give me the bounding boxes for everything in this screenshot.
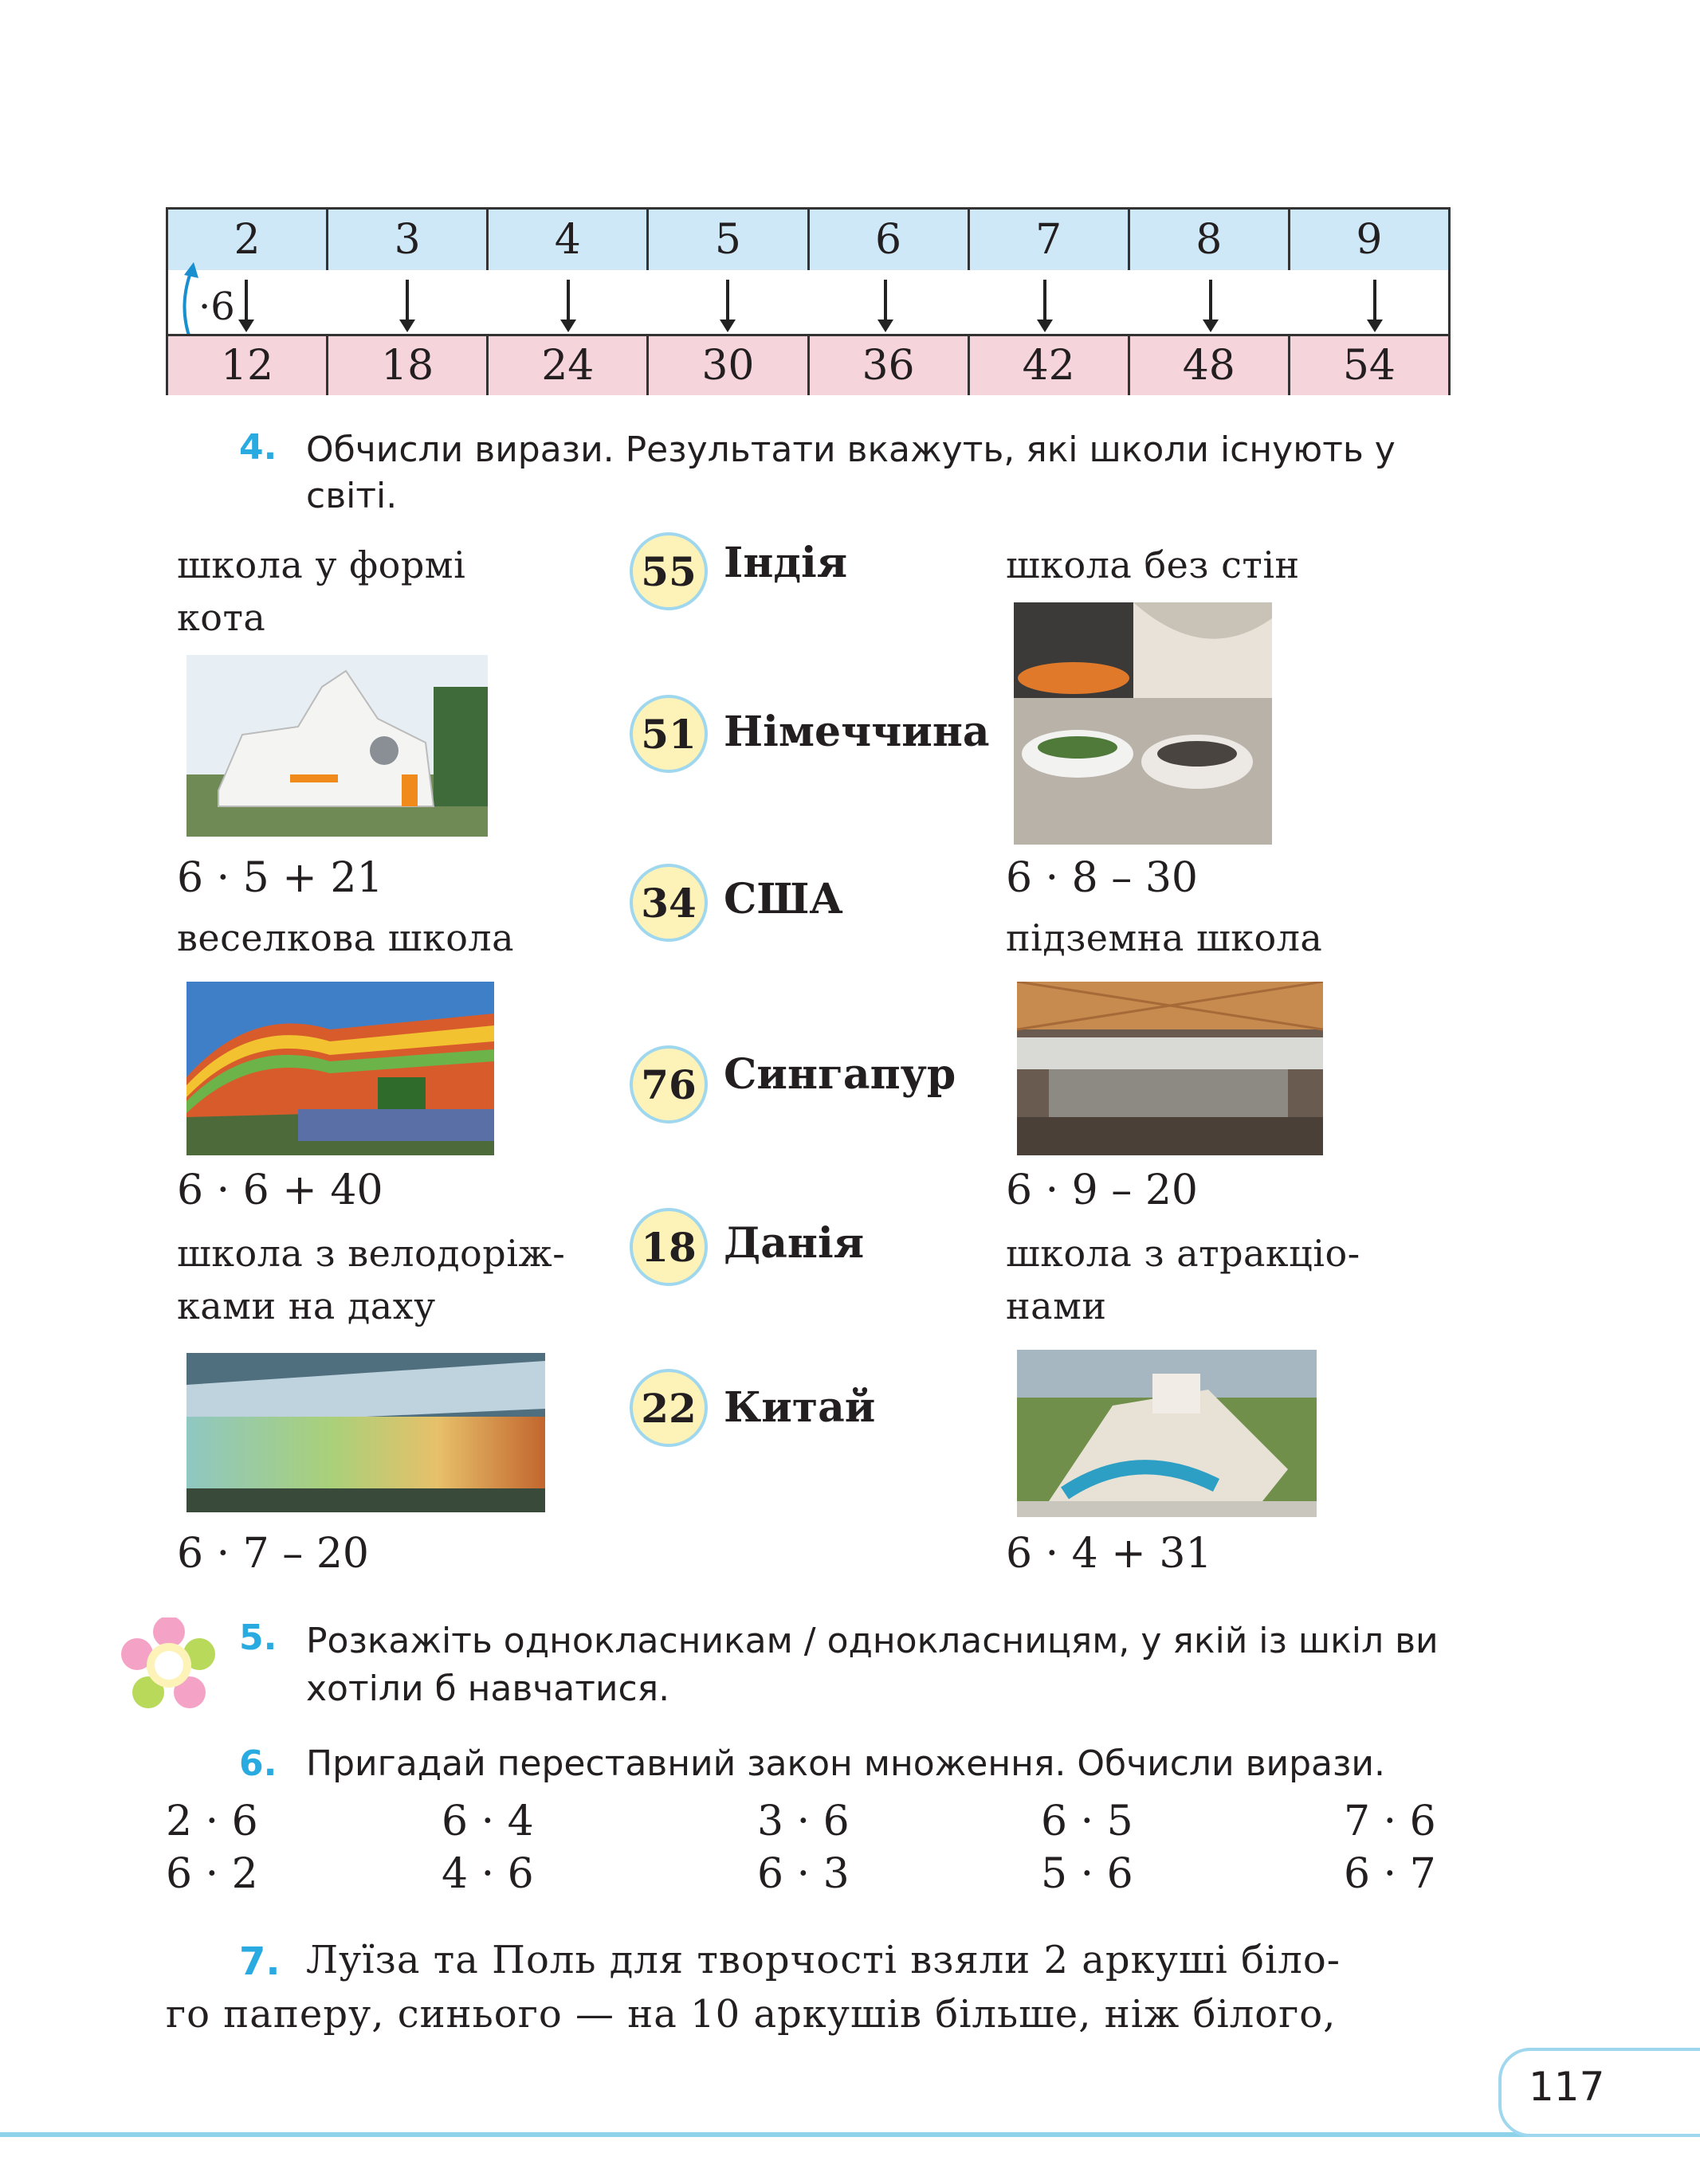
answer-badge: 18 <box>630 1208 708 1286</box>
task-6-expr: 6 · 2 <box>166 1850 258 1898</box>
rainbow-school-photo <box>186 982 494 1155</box>
table-cell: 8 <box>1128 210 1288 270</box>
cat-expression: 6 · 5 + 21 <box>177 854 383 902</box>
page-bottom-line <box>0 2132 1700 2137</box>
answer-badge: 34 <box>630 864 708 942</box>
underground-school-photo <box>1017 982 1323 1155</box>
table-cell: 36 <box>807 336 968 395</box>
down-arrow-icon <box>884 280 887 321</box>
table-arrow-row <box>168 270 1448 334</box>
table-top-row <box>168 210 1448 273</box>
down-arrow-icon <box>567 280 570 321</box>
down-arrow-icon <box>1209 280 1212 321</box>
school-nowalls-label: школа без стін <box>1006 543 1300 586</box>
down-arrow-icon <box>245 280 248 321</box>
bike-school-photo <box>186 1353 545 1512</box>
multiplier-label: ·6 <box>198 284 235 329</box>
task-6-number: 6. <box>239 1743 277 1784</box>
table-cell: 42 <box>968 336 1128 395</box>
table-cell: 5 <box>646 210 807 270</box>
table-bottom-row <box>168 334 1448 395</box>
table-cell: 12 <box>220 342 274 390</box>
nowalls-expression: 6 · 8 – 30 <box>1006 854 1198 902</box>
table-cell: 7 <box>968 210 1128 270</box>
task-6-expr: 6 · 7 <box>1344 1850 1436 1898</box>
task-6-expr: 6 · 4 <box>442 1798 534 1845</box>
multiplication-table <box>166 207 1451 395</box>
task-6-expr: 6 · 3 <box>757 1850 850 1898</box>
table-cell: 4 <box>486 210 646 270</box>
attractions-expression: 6 · 4 + 31 <box>1006 1530 1212 1578</box>
page-number: 117 <box>1529 2064 1605 2110</box>
task-6-expr: 2 · 6 <box>166 1798 258 1845</box>
task-5-number: 5. <box>239 1617 277 1658</box>
table-cell: 2 <box>234 216 261 264</box>
task-7-line2: го паперу, синього — на 10 аркушів більше, ніж білого, <box>166 1992 1337 2037</box>
down-arrow-icon <box>406 280 409 321</box>
table-cell: 18 <box>326 336 486 395</box>
answer-country: Китай <box>724 1383 876 1432</box>
flower-icon <box>120 1617 218 1713</box>
task-4-number: 4. <box>239 427 277 468</box>
answer-country: Німеччина <box>724 708 990 756</box>
school-rainbow-label: веселкова школа <box>177 916 515 959</box>
task-7-line1: Луїза та Поль для творчості взяли 2 аркуші біло- <box>306 1938 1341 1982</box>
down-arrow-icon <box>1373 280 1376 321</box>
answer-country: Сингапур <box>724 1050 956 1099</box>
answer-country: Данія <box>724 1219 865 1268</box>
task-6-expr: 6 · 5 <box>1041 1798 1133 1845</box>
task-5-text: Розкажіть однокласникам / однокласницям, у якій із шкіл ви хотіли б навчатися. <box>306 1621 1439 1709</box>
task-6-text: Пригадай переставний закон множення. Обчисли вирази. <box>306 1743 1385 1784</box>
answer-badge: 76 <box>630 1045 708 1123</box>
table-cell: 48 <box>1128 336 1288 395</box>
nowalls-school-photo <box>1014 602 1272 845</box>
answer-badge: 51 <box>630 695 708 773</box>
rainbow-expression: 6 · 6 + 40 <box>177 1166 383 1214</box>
table-cell: 3 <box>326 210 486 270</box>
table-cell: 30 <box>646 336 807 395</box>
answer-country: США <box>724 875 843 923</box>
attractions-school-photo <box>1017 1350 1317 1517</box>
school-cat-label: школа у формі кота <box>177 543 466 639</box>
cat-school-photo <box>186 655 488 837</box>
school-underground-label: підземна школа <box>1006 916 1323 959</box>
task-4-text: Обчисли вирази. Результати вкажуть, які школи існують у світі. <box>306 429 1396 516</box>
task-6-expr: 7 · 6 <box>1344 1798 1436 1845</box>
bike-expression: 6 · 7 – 20 <box>177 1530 369 1578</box>
task-6-expr: 3 · 6 <box>757 1798 850 1845</box>
down-arrow-icon <box>726 280 729 321</box>
school-attractions-label: школа з атракціо- нами <box>1006 1232 1360 1327</box>
table-cell: 54 <box>1288 336 1448 395</box>
table-cell: 6 <box>807 210 968 270</box>
task-6-expr: 5 · 6 <box>1041 1850 1133 1898</box>
task-7-number: 7. <box>239 1939 281 1984</box>
school-bike-label: школа з велодоріж- ками на даху <box>177 1232 566 1327</box>
task-6-expr: 4 · 6 <box>442 1850 534 1898</box>
table-cell: 9 <box>1288 210 1448 270</box>
underground-expression: 6 · 9 – 20 <box>1006 1166 1198 1214</box>
answer-country: Індія <box>724 539 848 587</box>
answer-badge: 22 <box>630 1369 708 1447</box>
table-cell: 24 <box>486 336 646 395</box>
down-arrow-icon <box>1043 280 1046 321</box>
answer-badge: 55 <box>630 532 708 610</box>
